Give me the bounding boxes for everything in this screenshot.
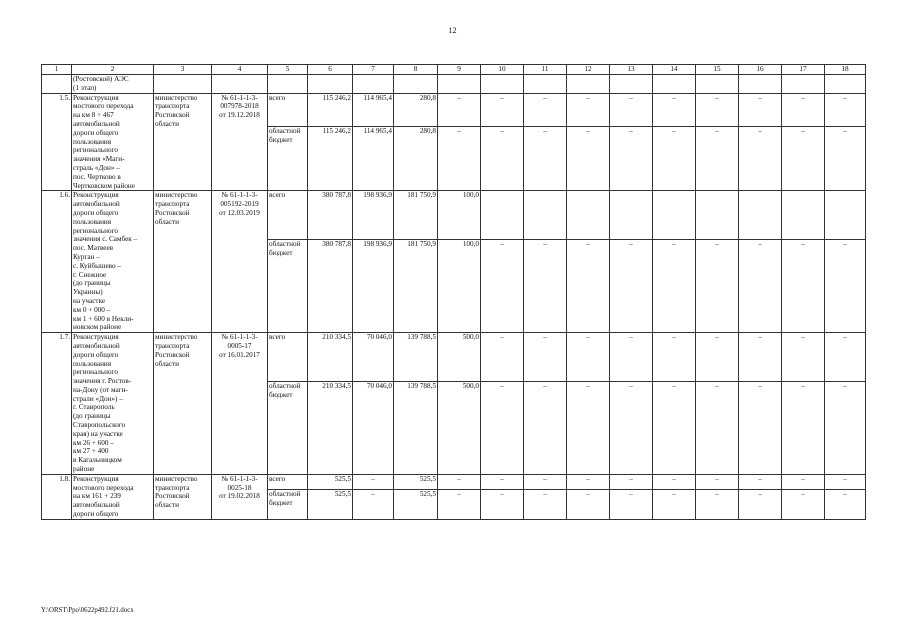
value-cell-col7: 198 936,9 xyxy=(353,191,394,240)
empty-cell xyxy=(567,75,610,94)
empty-cell xyxy=(438,75,481,94)
value-cell-col8: 525,5 xyxy=(394,490,438,519)
column-header-17: 17 xyxy=(782,65,825,75)
funding-source-cell: всего xyxy=(268,474,308,490)
value-cell-col7: 70 046,0 xyxy=(353,333,394,382)
value-cell-col16: – xyxy=(739,490,782,519)
value-cell-col14: – xyxy=(653,474,696,490)
value-cell-col17: – xyxy=(782,382,825,475)
column-header-8: 8 xyxy=(394,65,438,75)
value-cell-col10: – xyxy=(481,127,524,191)
funding-source-cell: областной бюджет xyxy=(268,127,308,191)
column-header-11: 11 xyxy=(524,65,567,75)
value-cell-col14: – xyxy=(653,333,696,382)
object-name-cell: Реконструкция автомобильной дороги общего пользования регионального значения г. Ростов- на-Дону (от маги- страли «Дон») – г. Ставрополь (до границы Ставропольского края) на участке км 26 + 600 – км 27 + 400 в Кагальницком районе xyxy=(72,333,154,475)
value-cell-col18: – xyxy=(825,474,866,490)
column-header-9: 9 xyxy=(438,65,481,75)
row-number-cell: 1.5. xyxy=(42,93,72,191)
empty-cell xyxy=(353,75,394,94)
value-cell-col14: – xyxy=(653,240,696,333)
document-cell: № 61-1-1-3- 007978-2018 от 19.12.2018 xyxy=(212,93,268,191)
value-cell-col17: – xyxy=(782,240,825,333)
value-cell-col13: – xyxy=(610,93,653,127)
value-cell-col8: 139 788,5 xyxy=(394,333,438,382)
value-cell-col6: 525,5 xyxy=(308,490,353,519)
document-cell: № 61-1-1-3- 0005-17 от 16.01.2017 xyxy=(212,333,268,475)
value-cell-col9: 500,0 xyxy=(438,333,481,382)
value-cell-col13 xyxy=(610,191,653,240)
value-cell-col13: – xyxy=(610,490,653,519)
value-cell-col18 xyxy=(825,191,866,240)
value-cell-col8: 139 788,5 xyxy=(394,382,438,475)
value-cell-col11: – xyxy=(524,93,567,127)
row-number-cell xyxy=(42,75,72,94)
value-cell-col8: 181 750,9 xyxy=(394,191,438,240)
value-cell-col15: – xyxy=(696,474,739,490)
file-path-footer: Y:\ORST\Ppo\0622p492.f21.docx xyxy=(41,607,134,614)
value-cell-col17: – xyxy=(782,474,825,490)
value-cell-col8: 280,8 xyxy=(394,93,438,127)
column-header-5: 5 xyxy=(268,65,308,75)
value-cell-col10: – xyxy=(481,333,524,382)
column-header-15: 15 xyxy=(696,65,739,75)
value-cell-col11 xyxy=(524,191,567,240)
executor-cell: министерство транспорта Ростовской области xyxy=(154,191,212,333)
column-header-12: 12 xyxy=(567,65,610,75)
value-cell-col18: – xyxy=(825,93,866,127)
table-body xyxy=(42,75,866,520)
row-number-cell: 1.6. xyxy=(42,191,72,333)
value-cell-col14: – xyxy=(653,127,696,191)
executor-cell: министерство транспорта Ростовской области xyxy=(154,333,212,475)
funding-source-cell: областной бюджет xyxy=(268,490,308,519)
value-cell-col12: – xyxy=(567,490,610,519)
value-cell-col11: – xyxy=(524,333,567,382)
value-cell-col14 xyxy=(653,191,696,240)
value-cell-col16: – xyxy=(739,382,782,475)
funding-source-cell: всего xyxy=(268,191,308,240)
value-cell-col6: 210 334,5 xyxy=(308,382,353,475)
value-cell-col10: – xyxy=(481,382,524,475)
value-cell-col6: 115 246,2 xyxy=(308,93,353,127)
value-cell-col12: – xyxy=(567,474,610,490)
value-cell-col7: 114 965,4 xyxy=(353,93,394,127)
value-cell-col11: – xyxy=(524,240,567,333)
value-cell-col16: – xyxy=(739,474,782,490)
object-name-cell: Реконструкция мостового перехода на км 161 + 239 автомобильной дороги общего xyxy=(72,474,154,519)
value-cell-col10 xyxy=(481,191,524,240)
value-cell-col18: – xyxy=(825,240,866,333)
value-cell-col15: – xyxy=(696,93,739,127)
value-cell-col16 xyxy=(739,191,782,240)
executor-cell: министерство транспорта Ростовской области xyxy=(154,93,212,191)
document-cell: № 61-1-1-3- 005192-2019 от 12.03.2019 xyxy=(212,191,268,333)
column-header-3: 3 xyxy=(154,65,212,75)
value-cell-col15: – xyxy=(696,382,739,475)
column-header-4: 4 xyxy=(212,65,268,75)
value-cell-col7: 114 965,4 xyxy=(353,127,394,191)
column-header-18: 18 xyxy=(825,65,866,75)
value-cell-col12: – xyxy=(567,240,610,333)
value-cell-col18: – xyxy=(825,490,866,519)
value-cell-col13: – xyxy=(610,127,653,191)
value-cell-col10: – xyxy=(481,93,524,127)
value-cell-col14: – xyxy=(653,93,696,127)
table-row xyxy=(42,191,866,240)
column-header-6: 6 xyxy=(308,65,353,75)
value-cell-col11: – xyxy=(524,127,567,191)
row-number-cell: 1.8. xyxy=(42,474,72,519)
object-name-cell: Реконструкция автомобильной дороги общего пользования регионального значения с. Самбек – пос. Матвеев Курган – с. Куйбышево – г. Снежное (до границы Украины) на участке км 0 + 000 – км 1 + 600 в Некли- новском районе xyxy=(72,191,154,333)
value-cell-col16: – xyxy=(739,127,782,191)
value-cell-col12 xyxy=(567,191,610,240)
column-header-2: 2 xyxy=(72,65,154,75)
value-cell-col8: 280,8 xyxy=(394,127,438,191)
document-cell: № 61-1-1-3- 0025-18 от 19.02.2018 xyxy=(212,474,268,519)
empty-cell xyxy=(212,75,268,94)
value-cell-col11: – xyxy=(524,474,567,490)
value-cell-col10: – xyxy=(481,474,524,490)
value-cell-col12: – xyxy=(567,382,610,475)
value-cell-col15: – xyxy=(696,333,739,382)
value-cell-col7: – xyxy=(353,474,394,490)
value-cell-col9: 500,0 xyxy=(438,382,481,475)
empty-cell xyxy=(524,75,567,94)
value-cell-col13: – xyxy=(610,240,653,333)
value-cell-col12: – xyxy=(567,93,610,127)
value-cell-col8: 181 750,9 xyxy=(394,240,438,333)
value-cell-col18: – xyxy=(825,382,866,475)
column-header-16: 16 xyxy=(739,65,782,75)
value-cell-col6: 115 246,2 xyxy=(308,127,353,191)
value-cell-col17 xyxy=(782,191,825,240)
budget-table xyxy=(41,64,866,520)
value-cell-col13: – xyxy=(610,382,653,475)
funding-source-cell: всего xyxy=(268,93,308,127)
value-cell-col9: 100,0 xyxy=(438,240,481,333)
empty-cell xyxy=(154,75,212,94)
value-cell-col10: – xyxy=(481,490,524,519)
value-cell-col9: – xyxy=(438,474,481,490)
object-name-cell: Реконструкция мостового перехода на км 8 + 467 автомобильной дороги общего пользования регионального значения «Маги- страль «Дон» – пос. Чертково в Чертковском районе xyxy=(72,93,154,191)
value-cell-col15: – xyxy=(696,240,739,333)
value-cell-col16: – xyxy=(739,240,782,333)
page-number: 12 xyxy=(448,26,457,35)
table-row xyxy=(42,93,866,127)
value-cell-col18: – xyxy=(825,333,866,382)
value-cell-col11: – xyxy=(524,382,567,475)
value-cell-col9: – xyxy=(438,93,481,127)
column-header-1: 1 xyxy=(42,65,72,75)
column-header-14: 14 xyxy=(653,65,696,75)
column-number-row xyxy=(42,65,866,75)
table-row xyxy=(42,474,866,490)
value-cell-col12: – xyxy=(567,127,610,191)
empty-cell xyxy=(268,75,308,94)
value-cell-col10: – xyxy=(481,240,524,333)
value-cell-col11: – xyxy=(524,490,567,519)
empty-cell xyxy=(825,75,866,94)
value-cell-col13: – xyxy=(610,333,653,382)
empty-cell xyxy=(782,75,825,94)
value-cell-col9: 100,0 xyxy=(438,191,481,240)
table-row xyxy=(42,333,866,382)
empty-cell xyxy=(481,75,524,94)
empty-cell xyxy=(394,75,438,94)
value-cell-col6: 525,5 xyxy=(308,474,353,490)
funding-source-cell: областной бюджет xyxy=(268,382,308,475)
value-cell-col17: – xyxy=(782,93,825,127)
value-cell-col7: – xyxy=(353,490,394,519)
object-name-cell: (Ростовской) АЭС (1 этап) xyxy=(72,75,154,94)
value-cell-col9: – xyxy=(438,490,481,519)
value-cell-col14: – xyxy=(653,382,696,475)
value-cell-col9: – xyxy=(438,127,481,191)
value-cell-col18: – xyxy=(825,127,866,191)
value-cell-col7: 70 046,0 xyxy=(353,382,394,475)
column-header-7: 7 xyxy=(353,65,394,75)
value-cell-col17: – xyxy=(782,490,825,519)
value-cell-col13: – xyxy=(610,474,653,490)
empty-cell xyxy=(739,75,782,94)
value-cell-col16: – xyxy=(739,93,782,127)
column-header-10: 10 xyxy=(481,65,524,75)
value-cell-col15 xyxy=(696,191,739,240)
value-cell-col16: – xyxy=(739,333,782,382)
value-cell-col8: 525,5 xyxy=(394,474,438,490)
value-cell-col15: – xyxy=(696,127,739,191)
value-cell-col15: – xyxy=(696,490,739,519)
empty-cell xyxy=(610,75,653,94)
value-cell-col17: – xyxy=(782,333,825,382)
funding-source-cell: областной бюджет xyxy=(268,240,308,333)
row-number-cell: 1.7. xyxy=(42,333,72,475)
empty-cell xyxy=(308,75,353,94)
value-cell-col6: 210 334,5 xyxy=(308,333,353,382)
value-cell-col7: 198 936,9 xyxy=(353,240,394,333)
empty-cell xyxy=(653,75,696,94)
value-cell-col14: – xyxy=(653,490,696,519)
empty-cell xyxy=(696,75,739,94)
funding-source-cell: всего xyxy=(268,333,308,382)
continuation-row xyxy=(42,75,866,94)
column-header-13: 13 xyxy=(610,65,653,75)
value-cell-col17: – xyxy=(782,127,825,191)
value-cell-col6: 380 787,8 xyxy=(308,240,353,333)
value-cell-col12: – xyxy=(567,333,610,382)
value-cell-col6: 380 787,8 xyxy=(308,191,353,240)
executor-cell: министерство транспорта Ростовской области xyxy=(154,474,212,519)
